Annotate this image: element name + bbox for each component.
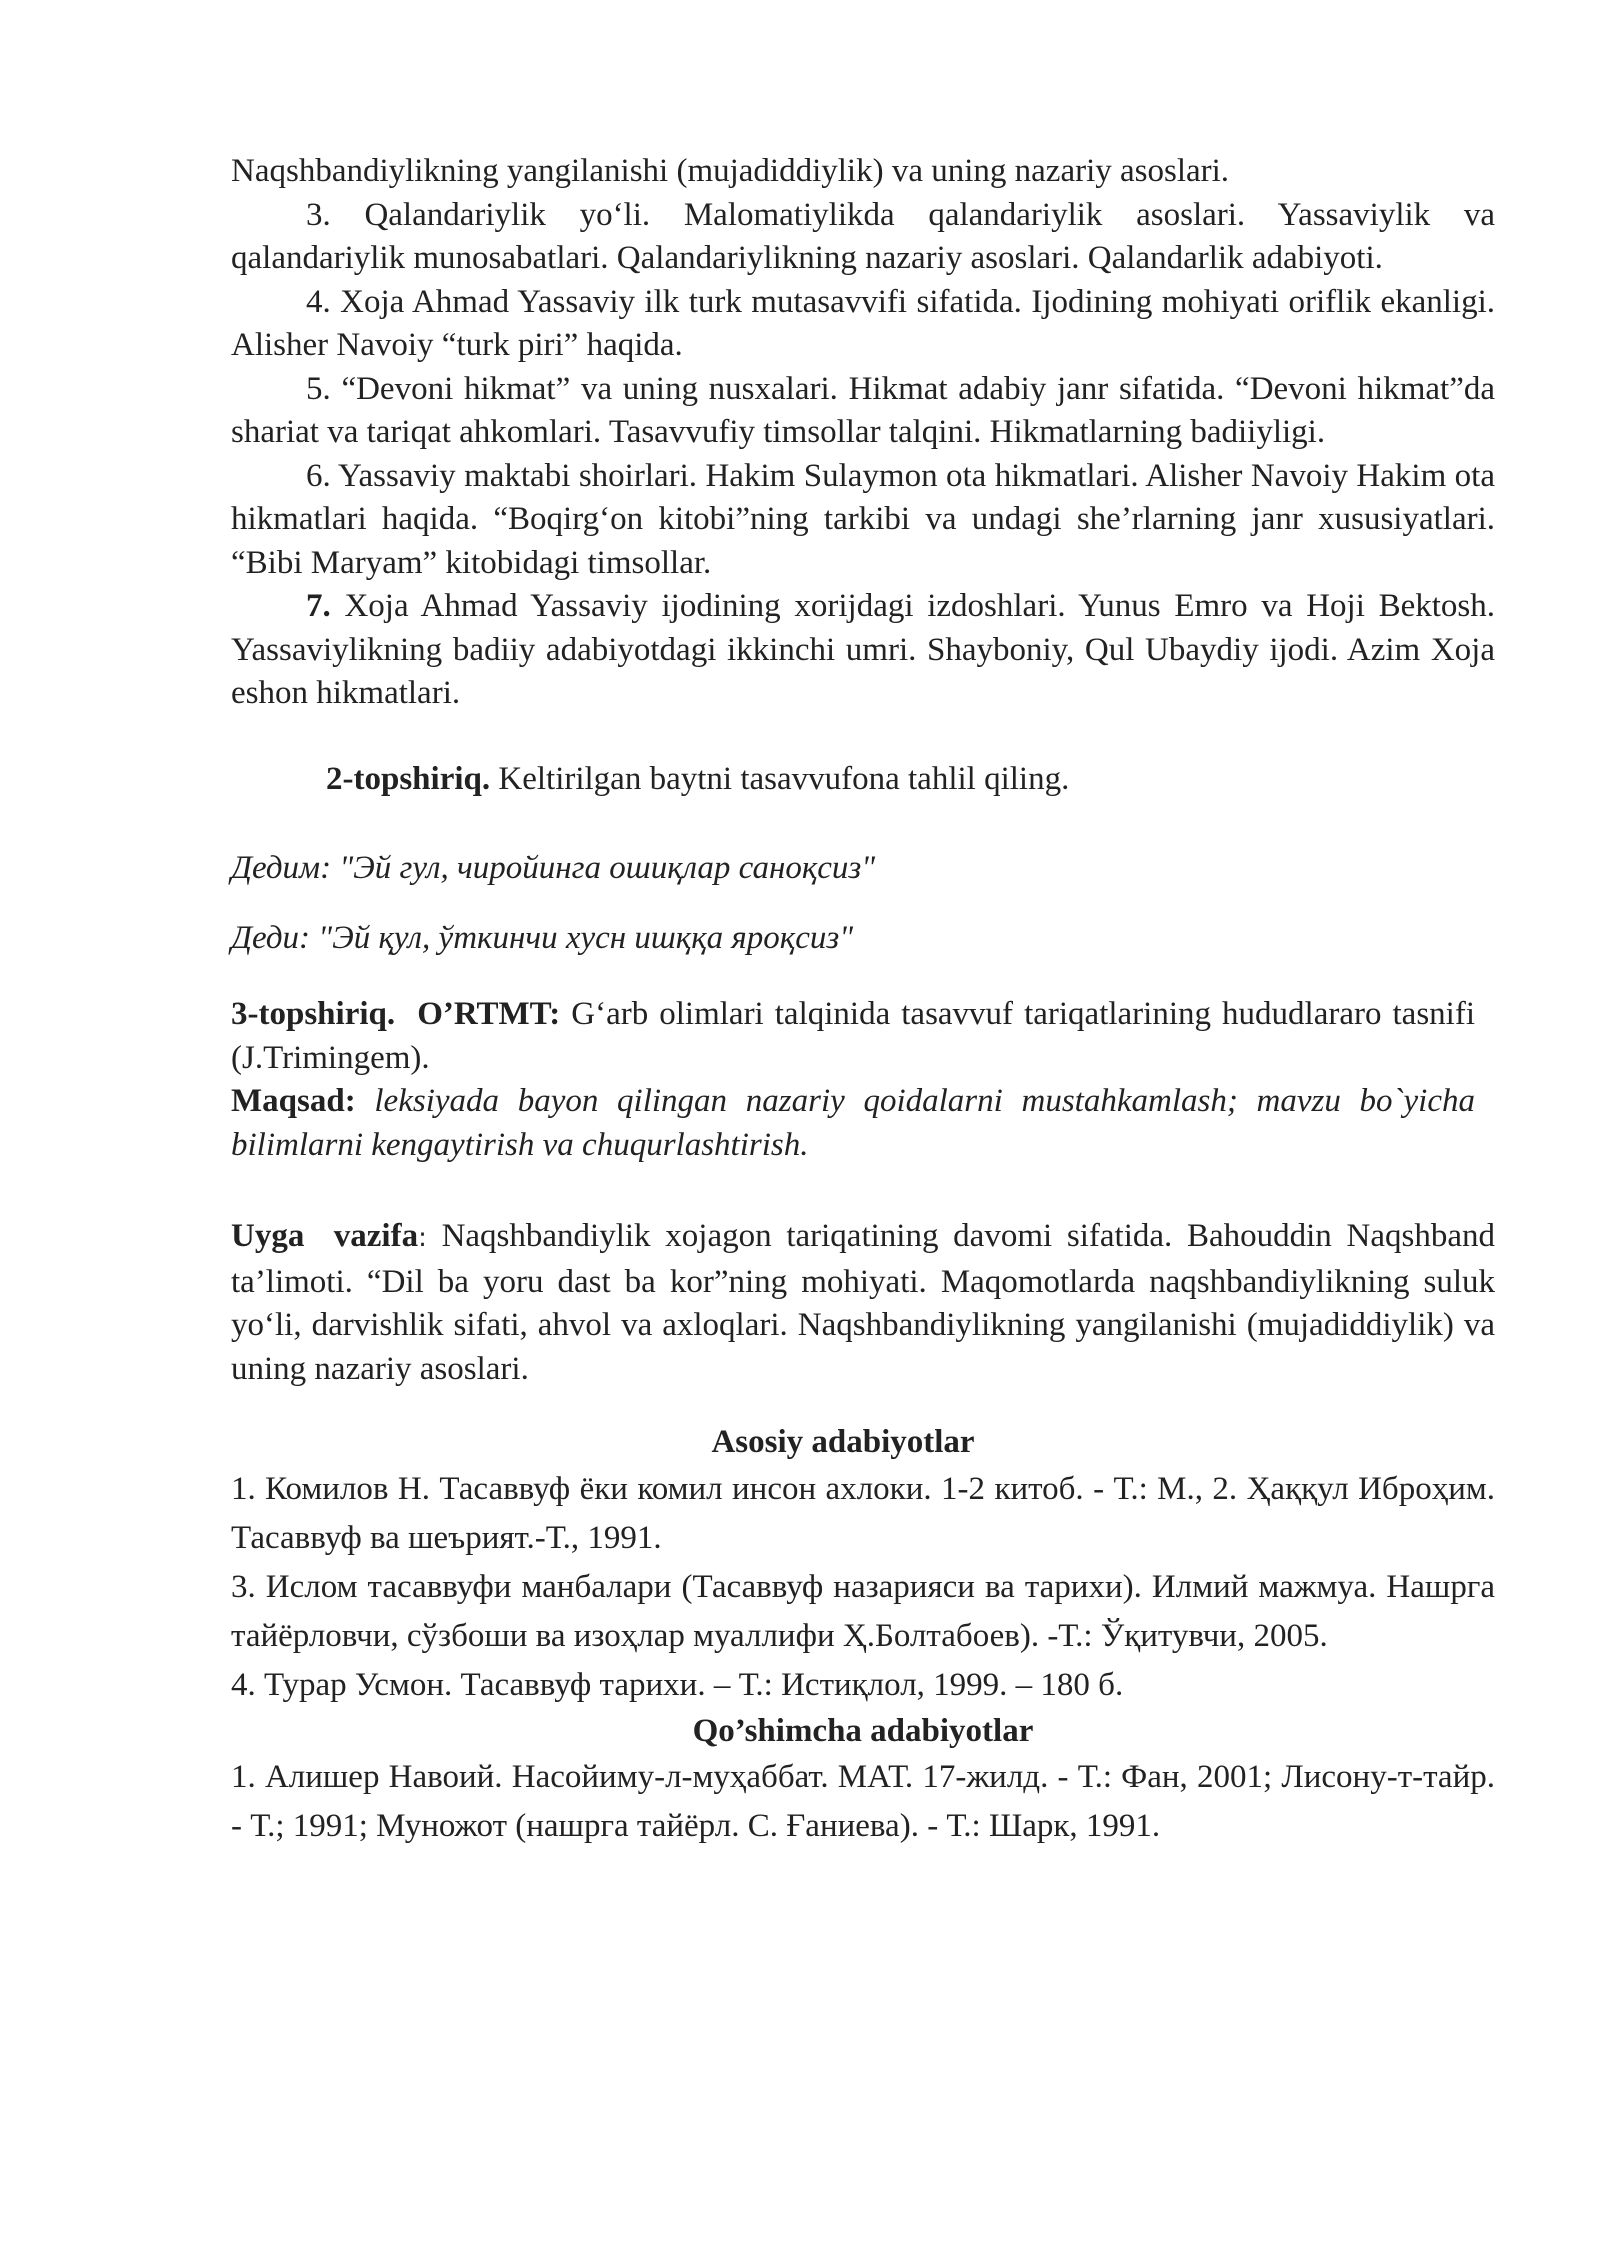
poem-line-1: Дедим: "Эй гул, чиройинга ошиқлар саноқсиз" xyxy=(231,850,876,886)
extra-literature-list xyxy=(231,1753,1495,1851)
list-item-3: 3. Qalandariylik yo‘li. Malomatiylikda qalandariylik asoslari. Yassaviylik va qalandariylik munosabatlari. Qalandariylikning nazariy asoslari. Qalandarlik adabiyoti. xyxy=(231,196,1495,276)
task-2-text: Keltirilgan baytni tasavvufona tahlil qiling. xyxy=(490,760,1070,797)
main-literature-list xyxy=(231,1465,1495,1710)
task-2-label: 2-topshiriq. xyxy=(326,760,491,797)
list-item-4: 4. Xoja Ahmad Yassaviy ilk turk mutasavvifi sifatida. Ijodining mohiyati oriflik ekanligi. Alisher Navoiy “turk piri” haqida. xyxy=(231,283,1495,363)
task-3 xyxy=(231,993,1475,1080)
aim-text: leksiyada bayon qilingan nazariy qoidalarni mustahkamlash; mavzu bo`yicha bilimlarni kengaytirish va chuqurlashtirish. xyxy=(231,1083,1475,1163)
list-item-7 xyxy=(231,585,1495,716)
main-literature-item-4: 4. Турар Усмон. Тасаввуф тарихи. – Т.: Истиқлол, 1999. – 180 б. xyxy=(231,1666,1124,1703)
paragraph-intro: Naqshbandiylikning yangilanishi (mujadiddiylik) va uning nazariy asoslari. xyxy=(231,153,1230,189)
document-body xyxy=(231,150,1495,1851)
main-literature-item-3: 3. Ислом тасаввуфи манбалари (Тасаввуф назарияси ва тарихи). Илмий мажмуа. Нашрга тайёрловчи, сўзбоши ва изоҳлар муаллифи Ҳ.Болтабоев). -Т.: Ўқитувчи, 2005. xyxy=(231,1568,1495,1654)
list-item-5: 5. “Devoni hikmat” va uning nusxalari. Hikmat adabiy janr sifatida. “Devoni hikmat”da shariat va tariqat ahkomlari. Tasavvufiy timsollar talqini. Hikmatlarning badiiyligi. xyxy=(231,370,1495,450)
extra-literature-title xyxy=(231,1710,1495,1754)
task-3-text: G‘arb olimlari talqinida tasavvuf tariqatlarining hududlararo tasnifi (J.Trimingem). xyxy=(231,996,1475,1076)
homework-text: Naqshbandiylik xojagon tariqatining davomi sifatida. Bahouddin Naqshband ta’limoti. “Dil ba yoru dast ba kor”ning mohiyati. Maqomotlarda naqshbandiylikning suluk yo‘li, darvishlik sifati, ahvol va axloqlari. Naqshbandiylikning yangilanishi (mujadiddiylik) va uning nazariy asoslari. xyxy=(231,1218,1495,1387)
main-literature-title xyxy=(231,1421,1495,1465)
task-3-block xyxy=(231,993,1475,1167)
aim xyxy=(231,1080,1475,1167)
list-item-6: 6. Yassaviy maktabi shoirlari. Hakim Sulaymon ota hikmatlari. Alisher Navoiy Hakim ota hikmatlari haqida. “Boqirg‘on kitobi”ning tarkibi va undagi she’rlarning janr xususiyatlari. “Bibi Maryam” kitobidagi timsollar. xyxy=(231,457,1495,581)
homework xyxy=(231,1215,1495,1391)
extra-literature-item-1: 1. Алишер Навоий. Насойиму-л-муҳаббат. МАТ. 17-жилд. - Т.: Фан, 2001; Лисону-т-тайр. - Т.; 1991; Муножот (нашрга тайёрл. С. Ғаниева). - Т.: Шарк, 1991. xyxy=(231,1759,1495,1844)
homework-label: Uyga vazifa xyxy=(231,1218,419,1254)
aim-label: Maqsad: xyxy=(231,1083,356,1119)
main-literature-item-1: 1. Комилов Н. Тасаввуф ёки комил инсон ахлоки. 1-2 китоб. - Т.: М., 2. Ҳаққул Иброҳим. Тасаввуф ва шеърият.-Т., 1991. xyxy=(231,1470,1495,1556)
main-literature-title-text: Asosiy adabiyotlar xyxy=(711,1424,975,1460)
task-3-label: 3-topshiriq. xyxy=(231,996,396,1032)
extra-literature-title-text: Qo’shimcha adabiyotlar xyxy=(692,1712,1034,1749)
poem-line-2: Деди: "Эй қул, ўткинчи хусн ишққа яроқсиз" xyxy=(231,920,854,956)
task-3-sublabel: O’RTMT: xyxy=(417,996,561,1032)
list-item-7-text: Xoja Ahmad Yassaviy ijodining xorijdagi izdoshlari. Yunus Emro va Hoji Bektosh. Yassaviylikning badiiy adabiyotdagi ikkinchi umri. Shayboniy, Qul Ubaydiy ijodi. Azim Xoja eshon hikmatlari. xyxy=(231,588,1495,711)
task-2 xyxy=(231,758,1495,802)
homework-colon: : xyxy=(418,1223,427,1253)
list-item-7-number: 7. xyxy=(306,588,331,624)
